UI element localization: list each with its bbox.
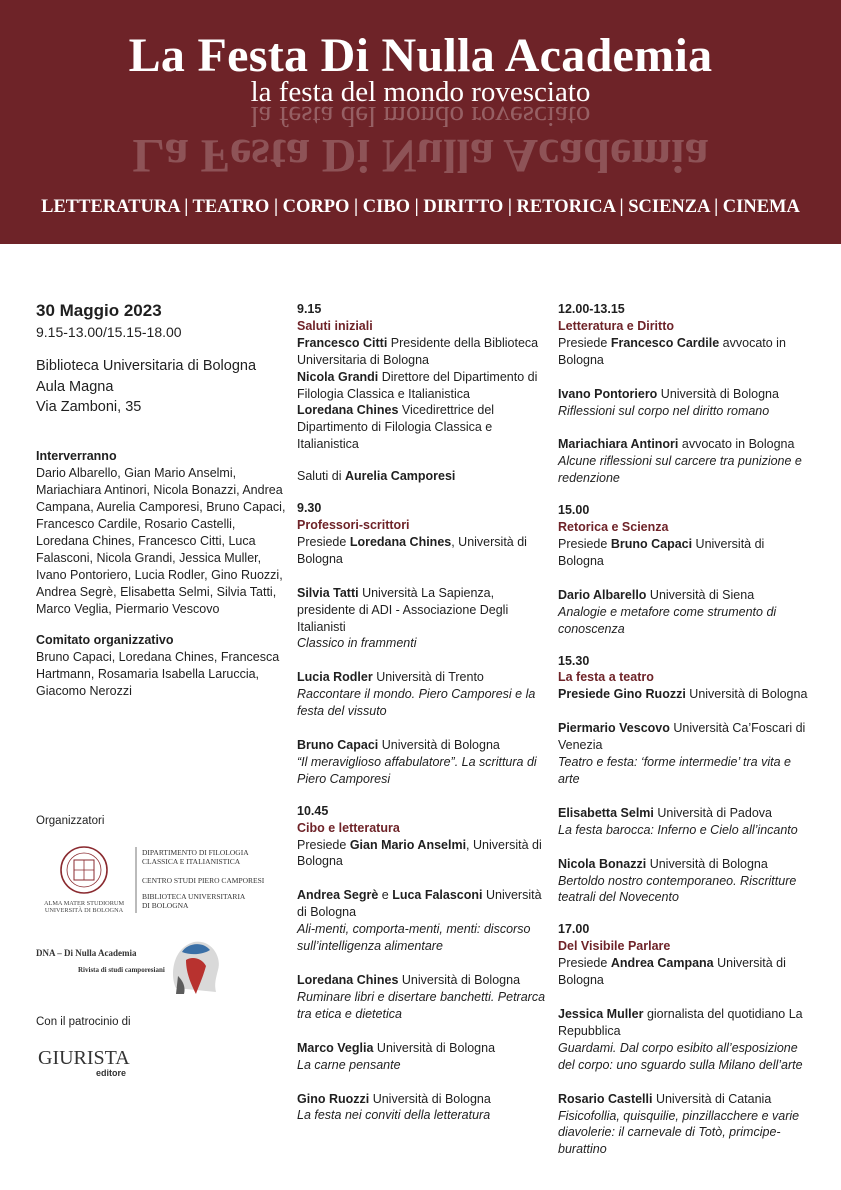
talk	[558, 436, 813, 487]
talk	[558, 805, 813, 839]
session-title: Del Visibile Parlare	[558, 939, 671, 954]
speaker-name: Nicola Bonazzi	[558, 856, 647, 871]
unibo-seal-icon	[61, 847, 107, 893]
session-professori	[297, 500, 552, 788]
talk	[558, 856, 813, 907]
program-column-1	[297, 301, 552, 1124]
head-silhouette-icon	[173, 942, 219, 994]
committee-heading: Comitato organizzativo	[36, 632, 174, 647]
speakers-heading: Interverranno	[36, 448, 117, 463]
speaker-name: Ivano Pontoriero	[558, 386, 658, 401]
session-time: 10.45	[297, 803, 329, 818]
talk-title: La festa barocca: Inferno e Cielo all’incanto	[558, 822, 798, 837]
talk	[297, 972, 552, 1023]
speaker-name: Rosario Castelli	[558, 1091, 653, 1106]
session-title: Professori-scrittori	[297, 517, 410, 532]
unibo-logo	[36, 845, 286, 915]
talk-title: La festa nei conviti della letteratura	[297, 1108, 491, 1123]
talk-title: Guardami. Dal corpo esibito all’esposizione del corpo: uno sguardo sulla Milano dell’arte	[558, 1040, 803, 1072]
speaker-name: Gino Ruozzi	[297, 1091, 370, 1106]
bib-line1: BIBLIOTECA UNIVERSITARIA	[142, 892, 246, 901]
dept-line1: DIPARTIMENTO DI FILOLOGIA	[142, 848, 249, 857]
talk-title: La carne pensante	[297, 1057, 401, 1072]
subtitle-reflection: la festa del mondo rovesciato	[250, 100, 591, 132]
talk-title: Riflessioni sul corpo nel diritto romano	[558, 403, 770, 418]
session-cibo	[297, 803, 552, 1125]
talk	[297, 585, 552, 653]
speaker-affiliation: avvocato in Bologna	[678, 437, 795, 452]
session-title: Cibo e letteratura	[297, 820, 400, 835]
venue-address: Via Zamboni, 35	[36, 399, 142, 415]
unibo-name-line1: ALMA MATER STUDIORUM	[43, 900, 125, 907]
session-time: 17.00	[558, 922, 590, 937]
giurista-logo	[36, 1042, 156, 1082]
speaker-name: Luca Falasconi	[392, 888, 483, 903]
venue-name: Biblioteca Universitaria di Bologna	[36, 358, 257, 374]
venue	[36, 356, 286, 418]
page-subtitle: la festa del mondo rovesciato	[250, 76, 591, 108]
title-reflection: La Festa Di Nulla Academia	[132, 129, 709, 182]
speaker-name: Elisabetta Selmi	[558, 805, 654, 820]
session-chair: Presiede Bruno Capaci Università di Bologna	[558, 536, 765, 568]
welcome-speaker	[297, 369, 552, 403]
speaker-affiliation: Università Ca’Foscari di Venezia	[558, 721, 806, 753]
centro-studi: CENTRO STUDI PIERO CAMPORESI	[142, 876, 265, 885]
talk	[297, 1091, 552, 1125]
speaker-affiliation: Università di Bologna	[373, 1040, 496, 1055]
giurista-name: GIURISTA	[38, 1047, 130, 1069]
speaker-name: Jessica Muller	[558, 1007, 644, 1021]
talk-title: Analogie e metafore come strumento di conoscenza	[558, 604, 777, 636]
session-title: Saluti iniziali	[297, 318, 373, 333]
speaker-role: Direttore del Dipartimento di Filologia Classica e Italianistica	[297, 369, 538, 401]
welcome-speaker	[297, 402, 552, 453]
talk-title: Ruminare libri e disertare banchetti. Petrarca tra etica e dietetica	[297, 989, 546, 1021]
speaker-name: Marco Veglia	[297, 1040, 374, 1055]
session-chair: Presiede Loredana Chines, Università di Bologna	[297, 534, 527, 566]
talk-title: Classico in frammenti	[297, 636, 417, 651]
session-chair: Presiede Francesco Cardile avvocato in Bologna	[558, 335, 786, 367]
unibo-name-line2: UNIVERSITÀ DI BOLOGNA	[44, 907, 124, 914]
bib-line2: DI BOLOGNA	[142, 901, 189, 910]
session-diritto	[558, 301, 813, 487]
speaker-name: Piermario Vescovo	[558, 721, 670, 736]
talk	[558, 720, 813, 788]
speaker-name: Mariachiara Antinori	[558, 437, 679, 452]
talk-title: Bertoldo nostro contemporaneo. Riscritture teatrali del Novecento	[558, 873, 797, 905]
speaker-name: Loredana Chines	[297, 403, 399, 418]
speaker-affiliation: Università di Siena	[646, 587, 755, 602]
session-title: Retorica e Scienza	[558, 520, 669, 535]
talk-title: Raccontare il mondo. Piero Camporesi e la festa del vissuto	[297, 687, 536, 719]
session-visibile	[558, 921, 813, 1158]
committee-list: Bruno Capaci, Loredana Chines, Francesca Hartmann, Rosamaria Isabella Laruccia, Giacomo Nerozzi	[36, 650, 280, 699]
program-column-2	[558, 301, 813, 1158]
talk	[558, 1006, 813, 1074]
speaker-name: Lucia Rodler	[297, 670, 373, 685]
session-time: 15.00	[558, 503, 590, 518]
speaker-affiliation: Università di Trento	[372, 670, 484, 685]
session-time: 15.30	[558, 653, 590, 668]
talk	[558, 1091, 813, 1159]
speaker-name: Bruno Capaci	[297, 738, 379, 753]
speaker-name: Francesco Citti	[297, 335, 388, 350]
speaker-affiliation: Università La Sapienza, presidente di ADI - Associazione Degli Italianisti	[297, 585, 509, 634]
session-teatro	[558, 653, 813, 907]
speaker-affiliation: Università di Bologna	[646, 856, 768, 871]
session-title: Letteratura e Diritto	[558, 318, 674, 333]
speaker-name: Silvia Tatti	[297, 585, 359, 600]
session-time: 12.00-13.15	[558, 302, 625, 316]
welcome-speaker	[297, 335, 552, 369]
patronage-label: Con il patrocinio di	[36, 1016, 131, 1028]
session-title: La festa a teatro	[558, 670, 654, 685]
dept-line2: CLASSICA E ITALIANISTICA	[142, 857, 241, 866]
dna-title: DNA – Di Nulla Academia	[36, 948, 137, 958]
talk	[297, 669, 552, 720]
session-retorica	[558, 502, 813, 637]
speaker-affiliation: Università di Padova	[653, 805, 772, 820]
speaker-affiliation: Università di Bologna	[369, 1091, 491, 1106]
page-title: La Festa Di Nulla Academia	[128, 29, 713, 82]
session-opening	[297, 301, 552, 485]
talk-title: Fisicofollia, quisquilie, pinzillacchere e varie diavolerie: il carnevale di Totò, primcipe-burattino	[558, 1108, 800, 1157]
talk-title: “Il meraviglioso affabulatore”. La scrittura di Piero Camporesi	[297, 754, 537, 786]
topics-line: LETTERATURA | TEATRO | CORPO | CIBO | DIRITTO | RETORICA | SCIENZA | CINEMA	[41, 197, 800, 217]
venue-room: Aula Magna	[36, 378, 114, 395]
organizers-label: Organizzatori	[36, 815, 105, 827]
event-date: 30 Maggio 2023	[36, 301, 162, 320]
dna-subtitle: Rivista di studi camporesiani	[78, 966, 165, 974]
speaker-name: Aurelia Camporesi	[344, 469, 456, 484]
speakers-list: Dario Albarello, Gian Mario Anselmi, Mariachiara Antinori, Nicola Bonazzi, Andrea Campana, Aurelia Camporesi, Bruno Capaci, Francesco Cardile, Rosario Castelli, Loredana Chines, Francesco Citti, Luca Falasconi, Nicola Grandi, Jessica Muller, Ivano Pontoriero, Lucia Rodler, Gino Ruozzi, Andrea Segrè, Elisabetta Selmi, Silvia Tatti, Marco Veglia, Piermario Vescovo	[36, 466, 286, 616]
session-chair: Presiede Gino Ruozzi Università di Bologna	[558, 687, 808, 702]
session-chair: Presiede Andrea Campana Università di Bologna	[558, 956, 786, 988]
greetings: Saluti di Aurelia Camporesi	[297, 469, 456, 484]
speaker-affiliation: giornalista del quotidiano La Repubblica	[558, 1007, 803, 1038]
dna-logo	[36, 936, 226, 996]
talk-title: Teatro e festa: ‘forme intermedie’ tra vita e arte	[558, 755, 791, 786]
speaker-role: Presidente della Biblioteca Universitaria di Bologna	[297, 335, 539, 367]
speaker-name: Andrea Segrè	[297, 888, 379, 903]
speaker-name: Dario Albarello	[558, 587, 647, 602]
speaker-role: Vicedirettrice del Dipartimento di Filologia Classica e Italianistica	[297, 403, 495, 452]
speaker-name: Nicola Grandi	[297, 369, 379, 384]
talk	[558, 587, 813, 638]
session-time: 9.30	[297, 501, 322, 516]
speaker-affiliation: Università di Bologna	[297, 888, 542, 920]
giurista-sub: editore	[96, 1068, 127, 1078]
session-chair: Presiede Gian Mario Anselmi, Università di Bologna	[297, 837, 542, 869]
header-banner	[0, 0, 841, 244]
event-hours: 9.15-13.00/15.15-18.00	[36, 324, 182, 340]
speaker-affiliation: Università di Bologna	[398, 973, 521, 987]
talk: Andrea Segrè e Luca Falasconi Università di Bologna Ali-menti, comporta-menti, menti: discorso sull’intelligenza alimentare	[297, 887, 552, 955]
talk-title: Alcune riflessioni sul carcere tra punizione e redenzione	[558, 454, 802, 486]
talk	[297, 737, 552, 788]
session-time: 9.15	[297, 302, 322, 316]
talk-title: Ali-menti, comporta-menti, menti: discorso sull’intelligenza alimentare	[297, 922, 531, 954]
speaker-name: Loredana Chines	[297, 973, 399, 987]
talk	[297, 1040, 552, 1074]
speaker-affiliation: Università di Bologna	[378, 738, 500, 753]
talk	[558, 386, 813, 420]
speaker-affiliation: Università di Catania	[652, 1091, 772, 1106]
info-column	[36, 300, 286, 700]
speaker-affiliation: Università di Bologna	[657, 386, 779, 401]
